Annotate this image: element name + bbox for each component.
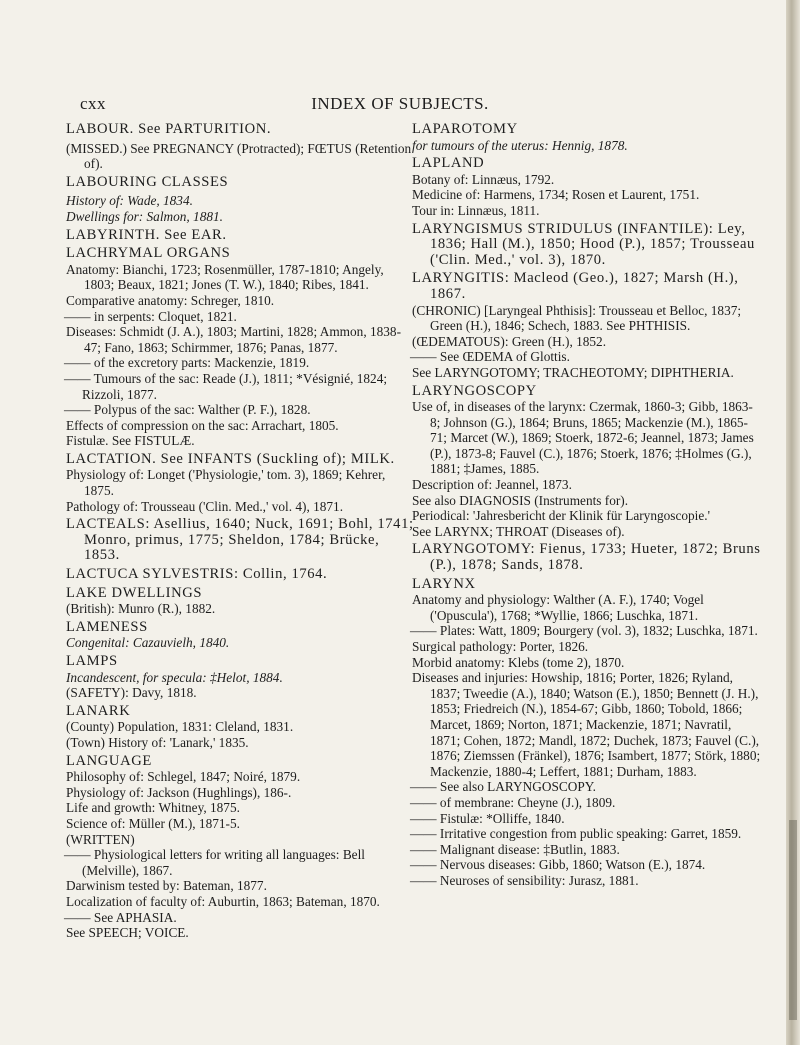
entry: LAMENESS [66,618,148,635]
entry: See LARYNGOTOMY; TRACHEOTOMY; DIPHTHERIA. [412,364,734,380]
entry: Diseases: Schmidt (J. A.), 1803; Martini, 1828; Ammon, 1838-47; Fano, 1863; Schirmmer, 1876; Panas, 1877. [66,324,401,355]
left-column [66,122,416,941]
entry: Incandescent, for specula: ‡Helot, 1884. [66,669,283,685]
entry: LANARK [66,702,131,719]
entry: Localization of faculty of: Auburtin, 1863; Bateman, 1870. [66,893,380,909]
binding-shadow [789,820,797,1020]
entry: LABOUR. See PARTURITION. [66,121,272,137]
entry: LARYNGOTOMY: Fienus, 1733; Hueter, 1872; Bruns (P.), 1878; Sands, 1878. [412,541,761,574]
entry: —— of the excretory parts: Mackenzie, 1819. [64,355,310,371]
entry: (Town) History of: 'Lanark,' 1835. [66,734,249,750]
entry: LACTUCA SYLVESTRIS: Collin, 1764. [66,566,328,583]
entry: (County) Population, 1831: Cleland, 1831. [66,719,294,735]
entry: Description of: Jeannel, 1873. [412,477,572,493]
entry: Philosophy of: Schlegel, 1847; Noiré, 1879. [66,769,301,785]
entry: LABOURING CLASSES [66,173,229,190]
page-number: cxx [80,94,107,113]
entry: Life and growth: Whitney, 1875. [66,800,240,816]
entry: —— See APHASIA. [64,909,177,925]
entry: Diseases and injuries: Howship, 1816; Porter, 1826; Ryland, 1837; Tweedie (A.), 1840; Watson (E.), 1850; Bennett (J. H.), 1853; Friedreich (N.), 1854-67; Gibb, 1860; Tobold, 1866; Marcet, 1869; Norton, 1871; Mackenzie, 1871; Navratil, 1871; Cohen, 1872; Mandl, 1872; Duchek, 1873; Fauvel (C.), 1876; Ziemssen (Fränkel), 1876; Isambert, 1877; Störk, 1880; Mackenzie, 1880-4; Leffert, 1881; Durham, 1883. [412,670,761,779]
entry: See also DIAGNOSIS (Instruments for). [412,492,629,508]
entry: (ŒDEMATOUS): Green (H.), 1852. [412,333,607,349]
entry: for tumours of the uterus: Hennig, 1878. [412,137,628,153]
entry: LANGUAGE [66,752,152,769]
entry: (MISSED.) See PREGNANCY (Protracted); FŒTUS (Retention of). [66,140,412,172]
page-title: INDEX OF SUBJECTS. [311,94,489,113]
entry: LAKE DWELLINGS [66,584,203,601]
entry: —— Irritative congestion from public speaking: Garret, 1859. [410,826,742,842]
entry: Morbid anatomy: Klebs (tome 2), 1870. [412,654,625,670]
entry: Darwinism tested by: Bateman, 1877. [66,878,267,894]
entry: Fistulæ. See FISTULÆ. [66,433,195,449]
entry: LARYNX [412,575,476,592]
entry: Use of, in diseases of the larynx: Czermak, 1860-3; Gibb, 1863-8; Johnson (G.), 1864; Bruns, 1865; Mackenzie (M.), 1865-71; Marcet (W.), 1869; Stoerk, 1872-6; Jeannel, 1873; James (P.), 1873-8; Fauvel (C.), 1876; Stoerk, 1876; ‡Holmes (G.), 1881; ‡James, 1885. [412,399,754,477]
entry: LACHRYMAL ORGANS [66,245,231,262]
entry: —— See ŒDEMA of Glottis. [410,349,570,365]
entry: Periodical: 'Jahresbericht der Klinik für Laryngoscopie.' [412,508,710,524]
entry: (British): Munro (R.), 1882. [66,601,216,617]
entry: See SPEECH; VOICE. [66,925,189,941]
entry: —— Tumours of the sac: Reade (J.), 1811; *Vésignié, 1824; Rizzoli, 1877. [64,370,388,402]
entry: —— Malignant disease: ‡Butlin, 1883. [410,841,620,857]
entry: Botany of: Linnæus, 1792. [412,171,555,187]
entry: LAMPS [66,653,118,669]
entry: LACTEALS: Asellius, 1640; Nuck, 1691; Bohl, 1741; Monro, primus, 1775; Sheldon, 1784; Brücke, 1853. [66,516,414,564]
entry: —— Physiological letters for writing all languages: Bell (Melville), 1867. [64,847,365,878]
entry: —— Nervous diseases: Gibb, 1860; Watson (E.), 1874. [410,857,706,873]
entry: Surgical pathology: Porter, 1826. [412,639,589,654]
entry: —— See also LARYNGOSCOPY. [410,779,596,795]
entry: —— Fistulæ: *Olliffe, 1840. [410,810,565,826]
entry: Physiology of: Jackson (Hughlings), 186-. [66,784,292,800]
entry: LARYNGITIS: Macleod (Geo.), 1827; Marsh (H.), 1867. [412,270,739,302]
entry: —— in serpents: Cloquet, 1821. [64,308,237,324]
entry: LARYNGOSCOPY [412,382,537,399]
entry: —— Neuroses of sensibility: Jurasz, 1881. [410,872,639,888]
entry: Effects of compression on the sac: Arrachart, 1805. [66,417,339,433]
entry: Physiology of: Longet ('Physiologie,' tom. 3), 1869; Kehrer, 1875. [66,467,386,499]
entry: LAPLAND [412,155,485,172]
entry: LARYNGISMUS STRIDULUS (INFANTILE): Ley, 1836; Hall (M.), 1850; Hood (P.), 1857; Trousseau ('Clin. Med.,' vol. 3), 1870. [412,220,755,268]
entry: Science of: Müller (M.), 1871-5. [66,815,240,831]
right-column [412,122,762,889]
entry: Pathology of: Trousseau ('Clin. Med.,' vol. 4), 1871. [66,498,344,514]
entry: —— Polypus of the sac: Walther (P. F.), 1828. [64,402,311,418]
entry: Dwellings for: Salmon, 1881. [66,208,223,224]
entry: Medicine of: Harmens, 1734; Rosen et Laurent, 1751. [412,187,700,203]
entry: (WRITTEN) [66,831,135,847]
entry: —— Plates: Watt, 1809; Bourgery (vol. 3), 1832; Luschka, 1871. [410,623,758,639]
entry: LACTATION. See INFANTS (Suckling of); MILK. [66,450,395,467]
entry: Anatomy: Bianchi, 1723; Rosenmüller, 1787-1810; Angely, 1803; Beaux, 1821; Jones (T. W.), 1840; Ribes, 1841. [66,261,384,293]
entry: Congenital: Cazauvielh, 1840. [66,635,230,651]
entry: (SAFETY): Davy, 1818. [66,685,197,701]
entry: History of: Wade, 1834. [66,193,193,209]
entry: LAPAROTOMY [412,121,518,137]
entry: (CHRONIC) [Laryngeal Phthisis]: Trousseau et Belloc, 1837; Green (H.), 1846; Schech, 1883. See PHTHISIS. [412,302,742,334]
entry: Comparative anatomy: Schreger, 1810. [66,292,275,308]
entry: LABYRINTH. See EAR. [66,226,227,243]
entry: Tour in: Linnæus, 1811. [412,202,540,218]
entry: Anatomy and physiology: Walther (A. F.), 1740; Vogel ('Opuscula'), 1768; *Wyllie, 1866; Luschka, 1871. [412,592,704,623]
entry: See LARYNX; THROAT (Diseases of). [412,523,625,539]
page-header [80,94,720,116]
entry: —— of membrane: Cheyne (J.), 1809. [410,794,616,810]
